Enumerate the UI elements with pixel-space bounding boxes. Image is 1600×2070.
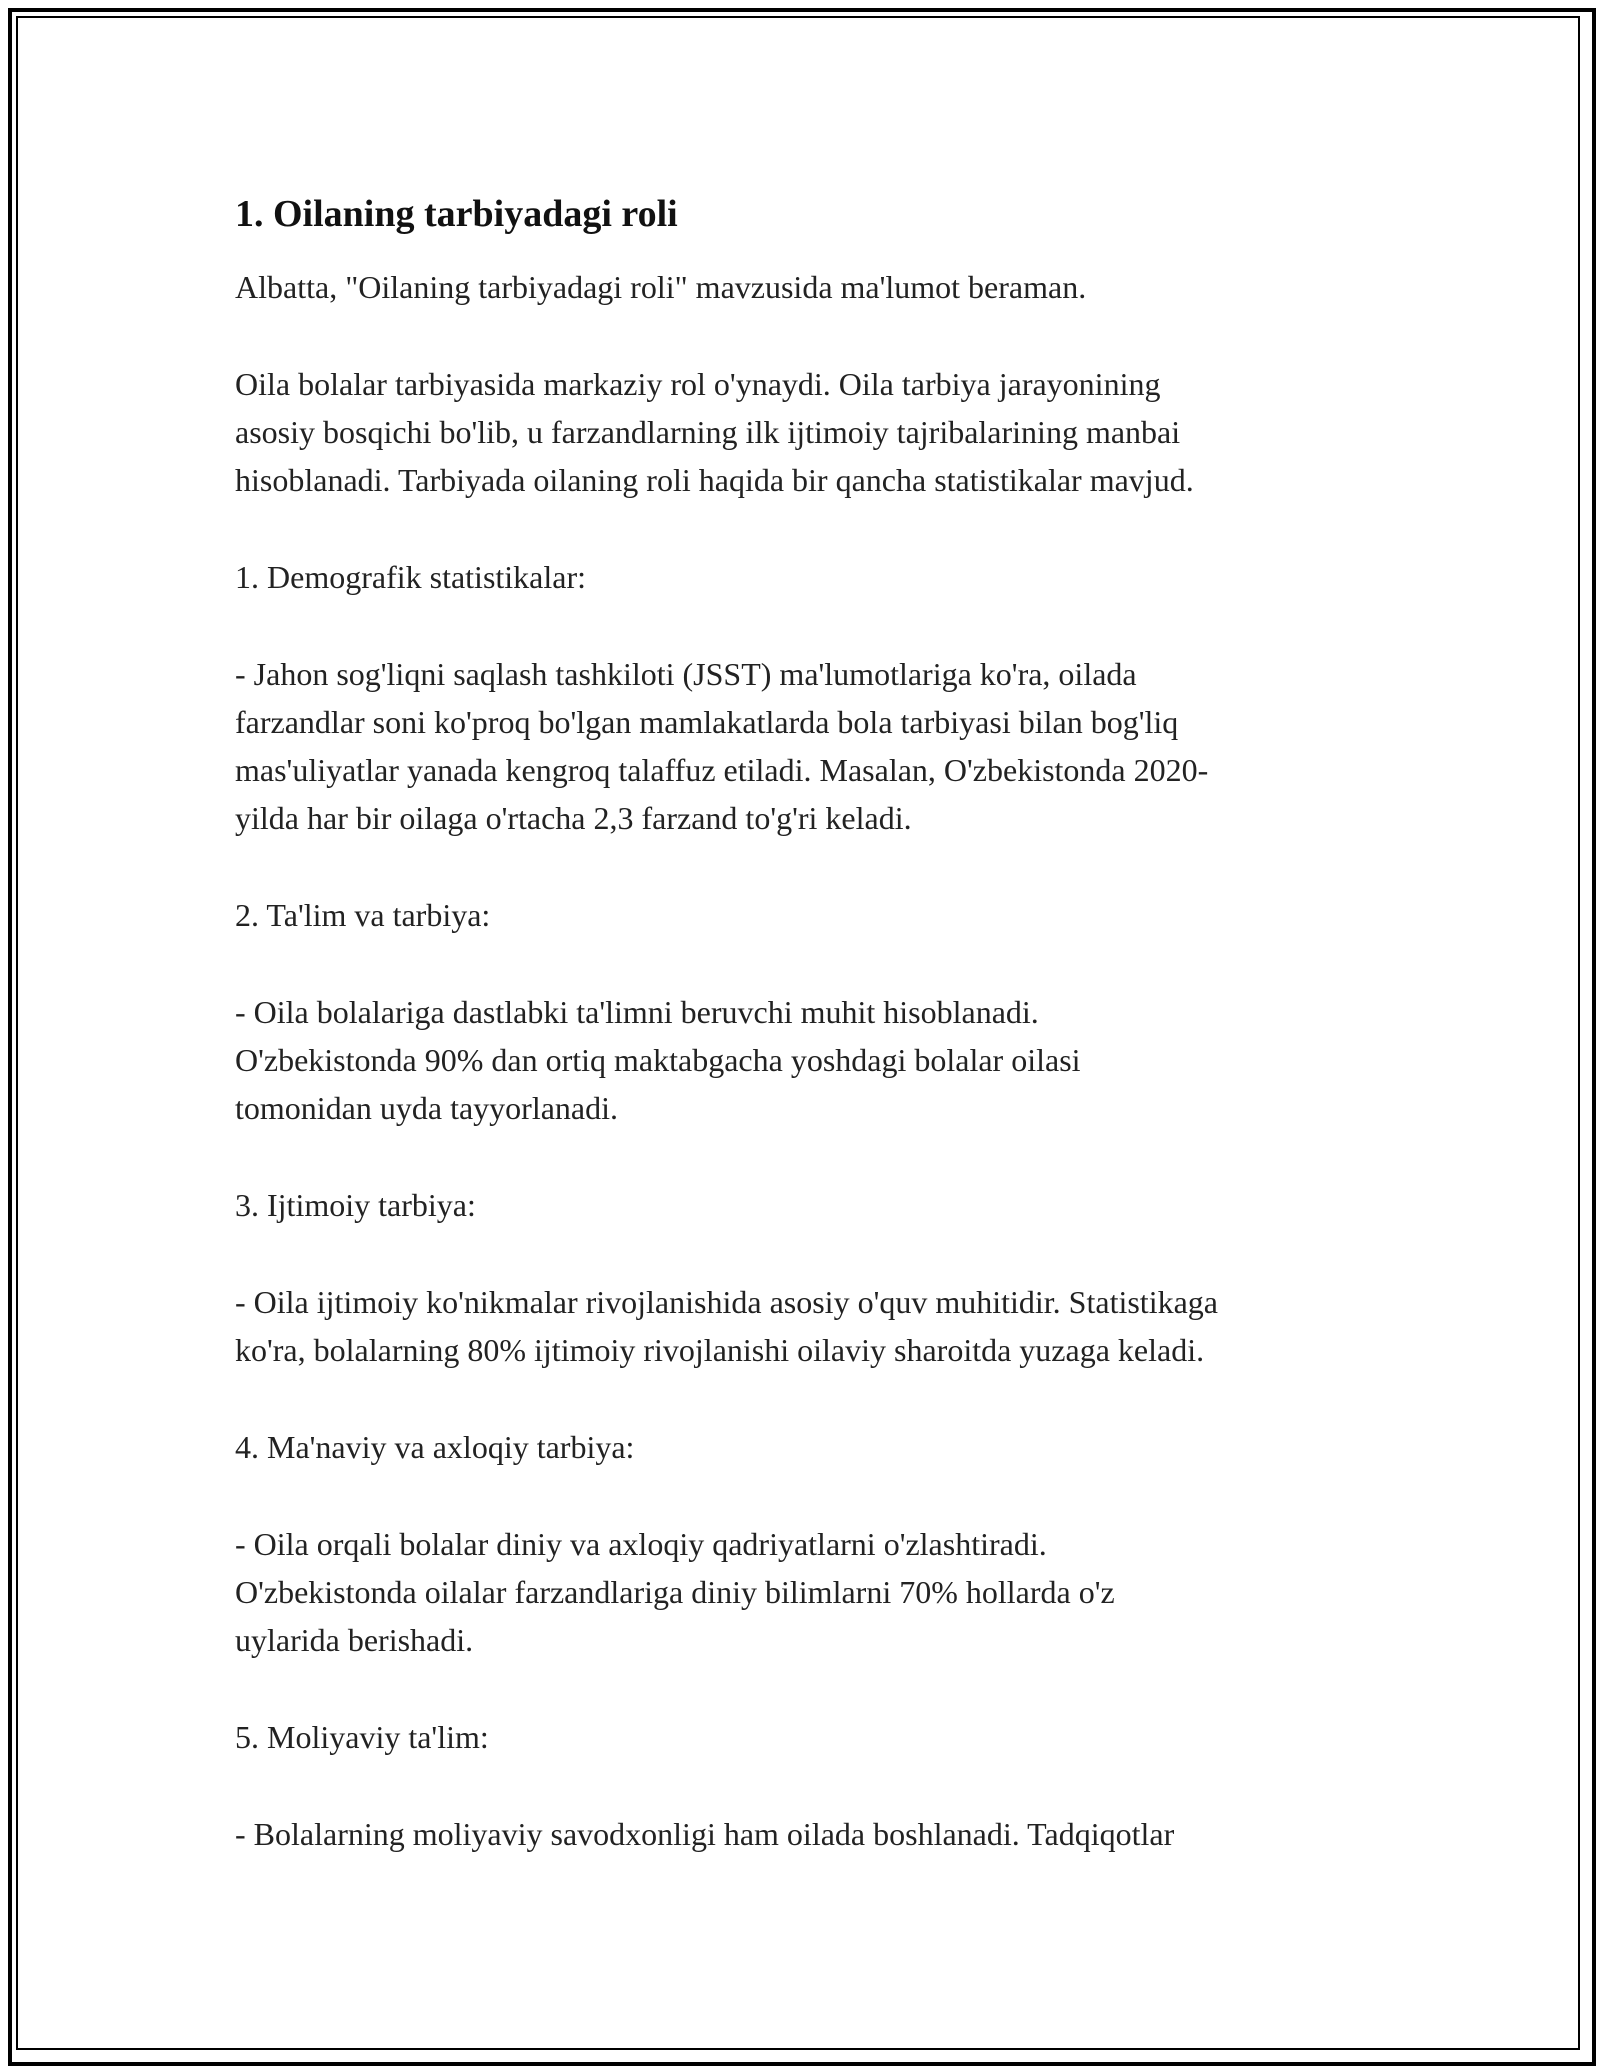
section-heading-financial: 5. Moliyaviy ta'lim: (235, 1719, 489, 1755)
section-heading-moral: 4. Ma'naviy va axloqiy tarbiya: (235, 1429, 635, 1465)
section-body-social: - Oila ijtimoiy ko'nikmalar rivojlanishida asosiy o'quv muhitidir. Statistikaga ko'ra, bolalarning 80% ijtimoiy rivojlanishi oilaviy sharoitda yuzaga keladi. (235, 1284, 1218, 1368)
overview-paragraph: Oila bolalar tarbiyasida markaziy rol o'ynaydi. Oila tarbiya jarayonining asosiy bosqichi bo'lib, u farzandlarning ilk ijtimoiy tajribalarining manbai hisoblanadi. Tarbiyada oilaning roli haqida bir qancha statistikalar mavjud. (235, 366, 1194, 498)
section-body-financial: - Bolalarning moliyaviy savodxonligi ham oilada boshlanadi. Tadqiqotlar (235, 1816, 1175, 1852)
document-title: 1. Oilaning tarbiyadagi roli (235, 193, 678, 235)
section-heading-demographic: 1. Demografik statistikalar: (235, 559, 587, 595)
intro-paragraph: Albatta, "Oilaning tarbiyadagi roli" mavzusida ma'lumot beraman. (235, 269, 1087, 305)
section-heading-social: 3. Ijtimoiy tarbiya: (235, 1187, 476, 1223)
section-body-moral: - Oila orqali bolalar diniy va axloqiy qadriyatlarni o'zlashtiradi. O'zbekistonda oilalar farzandlariga diniy bilimlarni 70% hollarda o'z uylarida berishadi. (235, 1526, 1115, 1658)
section-body-demographic: - Jahon sog'liqni saqlash tashkiloti (JSST) ma'lumotlariga ko'ra, oilada farzandlar soni ko'proq bo'lgan mamlakatlarda bola tarbiyasi bilan bog'liq mas'uliyatlar yanada kengroq talaffuz etiladi. Masalan, O'zbekistonda 2020- yilda har bir oilaga o'rtacha 2,3 farzand to'g'ri keladi. (235, 656, 1209, 836)
section-heading-education: 2. Ta'lim va tarbiya: (235, 897, 491, 933)
document-body (235, 183, 1395, 1907)
section-body-education: - Oila bolalariga dastlabki ta'limni beruvchi muhit hisoblanadi. O'zbekistonda 90% dan ortiq maktabgacha yoshdagi bolalar oilasi tomonidan uyda tayyorlanadi. (235, 994, 1081, 1126)
